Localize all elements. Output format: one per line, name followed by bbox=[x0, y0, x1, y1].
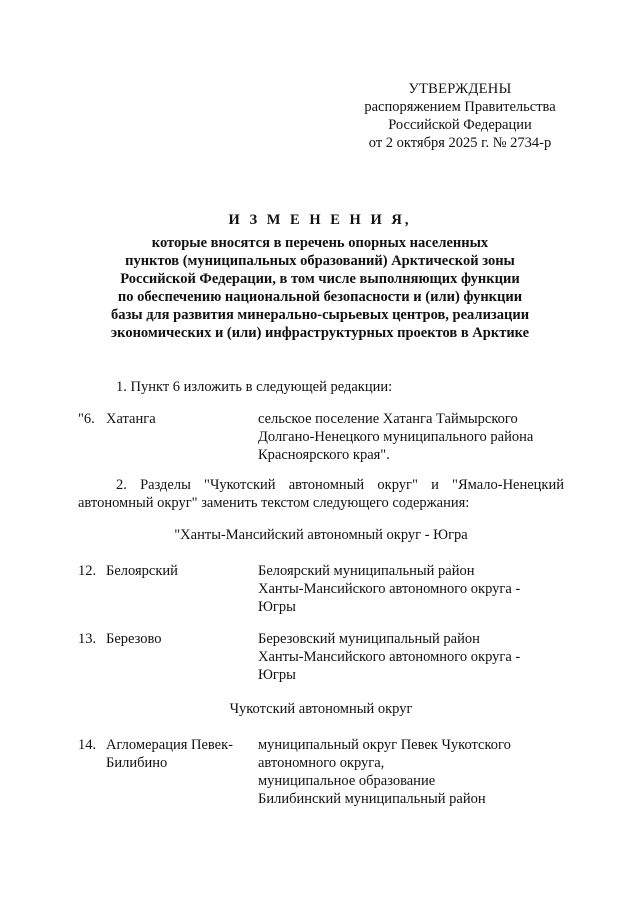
document-title: И З М Е Н Е Н И Я, bbox=[228, 212, 412, 228]
approval-line-2: Российской Федерации bbox=[388, 117, 532, 133]
description-line: муниципальное образование bbox=[258, 773, 436, 789]
item-description bbox=[258, 562, 564, 616]
document-subtitle bbox=[60, 234, 580, 342]
item-name bbox=[106, 736, 256, 772]
item-description bbox=[258, 630, 564, 684]
subtitle-line: базы для развития минерально-сырьевых центров, реализации bbox=[110, 307, 530, 323]
description-line: Березовский муниципальный район bbox=[258, 631, 480, 647]
item-name: Хатанга bbox=[106, 411, 156, 427]
description-line: Белоярский муниципальный район bbox=[258, 563, 475, 579]
approval-line-1: распоряжением Правительства bbox=[364, 99, 556, 115]
item-description bbox=[258, 736, 564, 808]
subtitle-line: экономических и (или) инфраструктурных проектов в Арктике bbox=[110, 325, 530, 341]
paragraph-1: 1. Пункт 6 изложить в следующей редакции: bbox=[116, 379, 393, 395]
item-number: 12. bbox=[78, 563, 97, 579]
subtitle-line: Российской Федерации, в том числе выполняющих функции bbox=[120, 271, 520, 287]
item-name: Березово bbox=[106, 631, 162, 647]
description-line: Югры bbox=[258, 599, 296, 615]
description-line: Югры bbox=[258, 667, 296, 683]
item-name: Белоярский bbox=[106, 563, 178, 579]
approval-block bbox=[340, 80, 580, 152]
description-line: Ханты-Мансийского автономного округа - bbox=[258, 649, 521, 665]
description-line: Долгано-Ненецкого муниципального района bbox=[258, 429, 534, 445]
description-line: Красноярского края". bbox=[258, 447, 390, 463]
description-line: автономного округа, bbox=[258, 755, 385, 771]
subtitle-line: пунктов (муниципальных образований) Арктической зоны bbox=[125, 253, 515, 269]
item-description bbox=[258, 410, 564, 464]
item-number: 14. bbox=[78, 737, 97, 753]
subtitle-line: которые вносятся в перечень опорных населенных bbox=[151, 235, 489, 251]
description-line: Билибинский муниципальный район bbox=[258, 791, 486, 807]
subtitle-line: по обеспечению национальной безопасности и (или) функции bbox=[117, 289, 523, 305]
item-number: 13. bbox=[78, 631, 97, 647]
approved-label: УТВЕРЖДЕНЫ bbox=[408, 81, 512, 97]
item-number: "6. bbox=[78, 411, 95, 427]
description-line: Ханты-Мансийского автономного округа - bbox=[258, 581, 521, 597]
description-line: муниципальный округ Певек Чукотского bbox=[258, 737, 511, 753]
section-heading-chukotka: Чукотский автономный округ bbox=[229, 701, 413, 717]
name-line: Агломерация Певек- bbox=[106, 737, 233, 753]
approval-line-3: от 2 октября 2025 г. № 2734-р bbox=[368, 135, 552, 151]
description-line: сельское поселение Хатанга Таймырского bbox=[258, 411, 518, 427]
section-heading-khanty-mansiysk: "Ханты-Мансийский автономный округ - Югра bbox=[174, 527, 468, 543]
name-line: Билибино bbox=[106, 755, 168, 771]
paragraph-2: 2. Разделы "Чукотский автономный округ" и "Ямало-Ненецкий автономный округ" заменить текстом следующего содержания: bbox=[78, 477, 564, 511]
